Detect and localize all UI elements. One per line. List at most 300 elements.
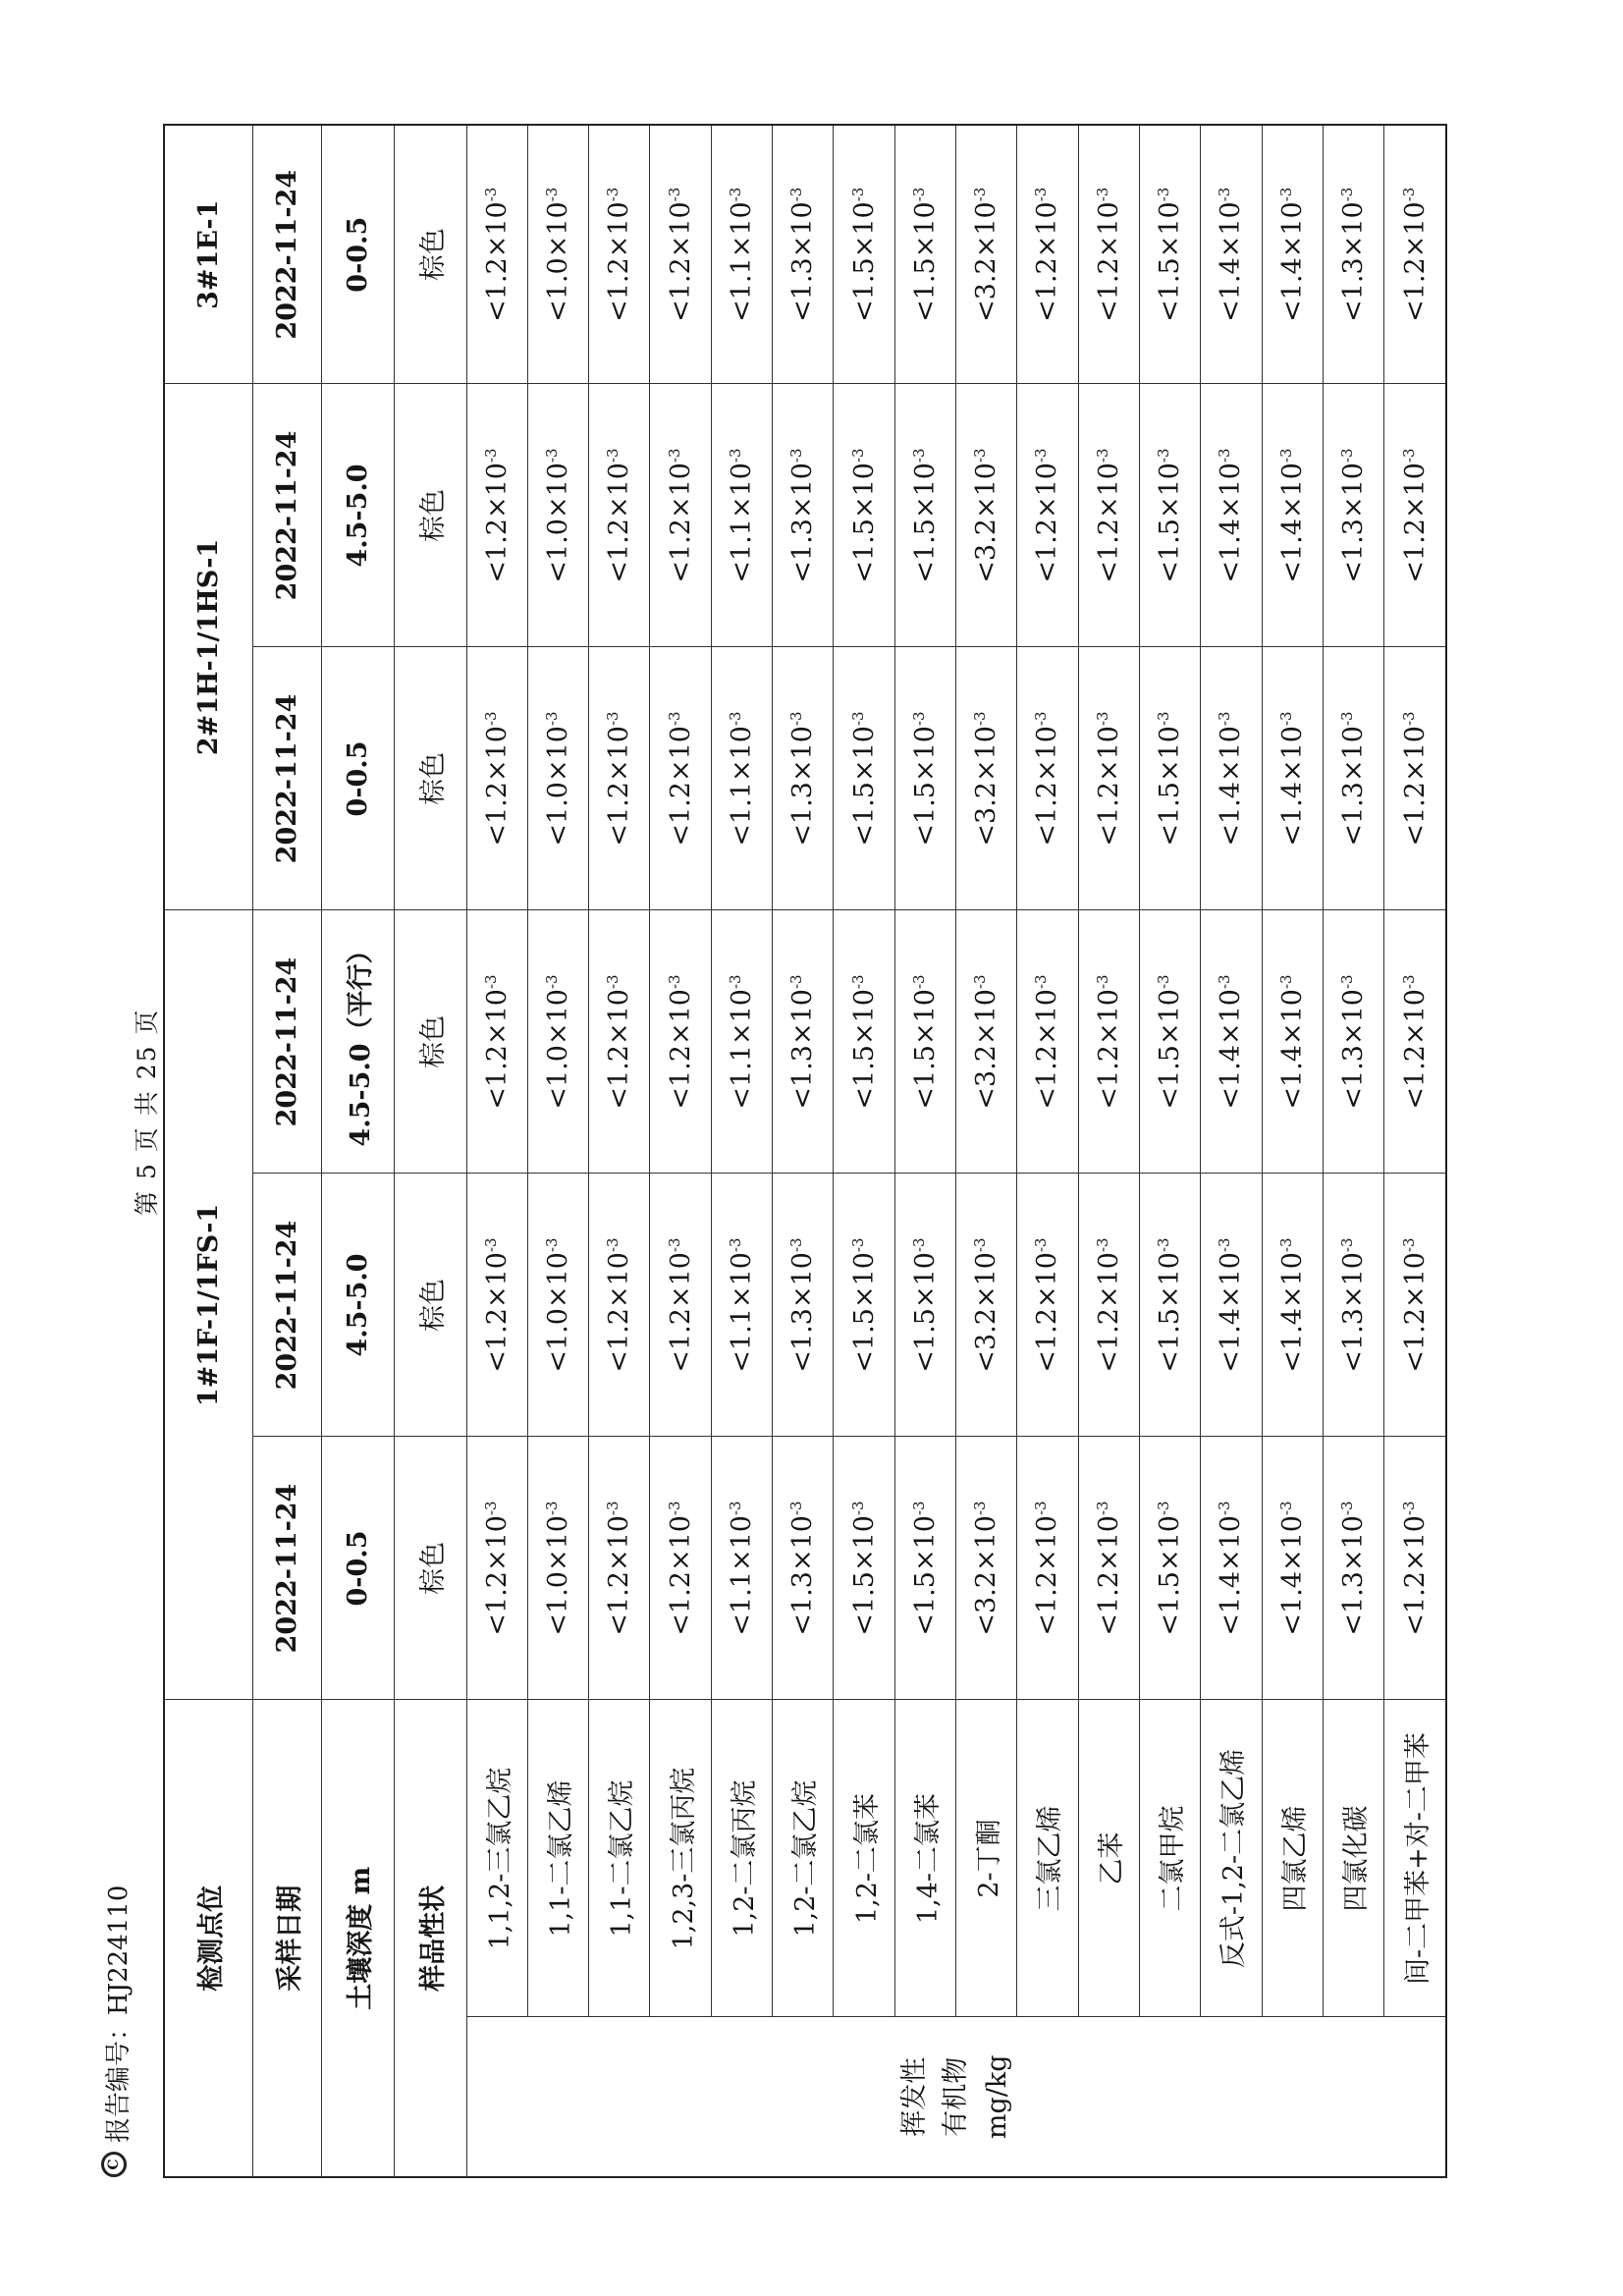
exponent: -3 — [481, 1501, 500, 1516]
times-ten: ×10 — [1276, 463, 1308, 519]
page-indicator: 第 5 页 共 25 页 — [133, 1008, 161, 1216]
exponent: -3 — [542, 1237, 561, 1253]
analyte-name: 1,4-二氯苯 — [894, 1700, 955, 2017]
exponent: -3 — [1276, 1237, 1295, 1253]
result-value: <1.2 — [481, 519, 513, 583]
times-ten: ×10 — [1276, 201, 1308, 258]
exponent: -3 — [1276, 711, 1295, 727]
times-ten: ×10 — [909, 726, 941, 783]
result-cell — [1017, 384, 1078, 647]
times-ten: ×10 — [787, 201, 819, 258]
exponent: -3 — [665, 1501, 683, 1516]
times-ten: ×10 — [1338, 463, 1370, 519]
result-value: <1.2 — [1399, 257, 1431, 322]
times-ten: ×10 — [1093, 1515, 1124, 1572]
table-row — [894, 125, 955, 2177]
result-value: <1.5 — [1155, 1571, 1186, 1636]
times-ten: ×10 — [971, 1515, 1002, 1572]
times-ten: ×10 — [481, 726, 513, 783]
sample-depth: 4.5-5.0 — [321, 1174, 394, 1437]
result-cell — [894, 647, 955, 910]
result-value: <1.5 — [848, 1045, 880, 1110]
times-ten: ×10 — [665, 726, 696, 783]
sample-depth: 4.5-5.0（平行） — [321, 910, 394, 1174]
result-value: <1.4 — [1216, 257, 1247, 322]
times-ten: ×10 — [1093, 989, 1124, 1046]
times-ten: ×10 — [1155, 726, 1186, 783]
result-value: <1.5 — [848, 519, 880, 583]
result-cell — [1078, 647, 1139, 910]
result-value: <1.5 — [909, 782, 941, 847]
location-label: 检测点位 — [164, 1700, 252, 2177]
times-ten: ×10 — [909, 1252, 941, 1309]
result-cell — [527, 1437, 588, 1700]
result-value: <1.5 — [1155, 782, 1186, 847]
result-cell — [1262, 910, 1323, 1174]
exponent: -3 — [1399, 448, 1418, 464]
times-ten: ×10 — [1032, 201, 1063, 258]
table-row — [834, 125, 894, 2177]
exponent: -3 — [909, 187, 928, 202]
result-value: <1.2 — [1093, 519, 1124, 583]
date-row — [252, 125, 321, 2177]
result-cell — [1017, 910, 1078, 1174]
exponent: -3 — [787, 187, 806, 202]
exponent: -3 — [848, 187, 867, 202]
times-ten: ×10 — [726, 463, 757, 519]
exponent: -3 — [1399, 711, 1418, 727]
company-logo-icon: C — [101, 2152, 127, 2177]
category-line: mg/kg — [981, 2054, 1012, 2140]
result-cell — [1201, 1437, 1262, 1700]
result-cell — [650, 647, 711, 910]
result-cell — [1262, 1437, 1323, 1700]
result-value: <1.1 — [726, 1571, 757, 1636]
table-row — [1262, 125, 1323, 2177]
result-cell — [589, 910, 650, 1174]
times-ten: ×10 — [604, 463, 635, 519]
result-value: <3.2 — [971, 1571, 1002, 1636]
trait-row — [394, 125, 466, 2177]
result-cell — [894, 1174, 955, 1437]
result-value: <1.4 — [1216, 1308, 1247, 1373]
exponent: -3 — [604, 711, 622, 727]
result-value: <1.3 — [787, 1571, 819, 1636]
result-cell — [1078, 1437, 1139, 1700]
exponent: -3 — [1216, 1501, 1234, 1516]
times-ten: ×10 — [909, 463, 941, 519]
result-cell — [466, 125, 527, 384]
result-cell — [894, 125, 955, 384]
sample-trait: 棕色 — [394, 384, 466, 647]
exponent: -3 — [1155, 974, 1173, 990]
exponent: -3 — [481, 974, 500, 990]
group-2-header: 2#1H-1/1HS-1 — [164, 384, 252, 910]
exponent: -3 — [1399, 1501, 1418, 1516]
analyte-name: 三氯乙烯 — [1017, 1700, 1078, 2017]
result-value: <3.2 — [971, 782, 1002, 847]
exponent: -3 — [665, 711, 683, 727]
result-cell — [1384, 1437, 1446, 1700]
table-row — [956, 125, 1017, 2177]
exponent: -3 — [1276, 974, 1295, 990]
result-value: <1.1 — [726, 1045, 757, 1110]
result-value: <1.4 — [1276, 1571, 1308, 1636]
times-ten: ×10 — [1093, 201, 1124, 258]
result-value: <1.2 — [604, 1308, 635, 1373]
analyte-name: 1,2-二氯丙烷 — [711, 1700, 772, 2017]
result-value: <1.2 — [1093, 1308, 1124, 1373]
result-cell — [773, 647, 834, 910]
exponent: -3 — [787, 1237, 806, 1253]
result-value: <1.2 — [665, 257, 696, 322]
result-cell — [527, 1174, 588, 1437]
times-ten: ×10 — [971, 989, 1002, 1046]
exponent: -3 — [848, 1237, 867, 1253]
result-value: <1.0 — [542, 1571, 573, 1636]
exponent: -3 — [971, 1237, 990, 1253]
exponent: -3 — [1399, 187, 1418, 202]
result-value: <1.2 — [1399, 519, 1431, 583]
exponent: -3 — [1093, 1237, 1111, 1253]
result-cell — [466, 910, 527, 1174]
exponent: -3 — [971, 974, 990, 990]
times-ten: ×10 — [1338, 989, 1370, 1046]
result-cell — [1017, 1437, 1078, 1700]
times-ten: ×10 — [1216, 201, 1247, 258]
exponent: -3 — [1155, 711, 1173, 727]
result-value: <1.5 — [848, 782, 880, 847]
result-cell — [527, 647, 588, 910]
result-value: <1.5 — [909, 1045, 941, 1110]
result-cell — [956, 1174, 1017, 1437]
times-ten: ×10 — [1032, 1515, 1063, 1572]
exponent: -3 — [481, 448, 500, 464]
sample-trait: 棕色 — [394, 125, 466, 384]
sample-trait: 棕色 — [394, 647, 466, 910]
times-ten: ×10 — [1338, 726, 1370, 783]
result-value: <1.2 — [1093, 1571, 1124, 1636]
result-value: <1.2 — [1032, 1308, 1063, 1373]
analyte-name: 1,1,2-三氯乙烷 — [466, 1700, 527, 2017]
times-ten: ×10 — [971, 726, 1002, 783]
analyte-name: 1,1-二氯乙烷 — [589, 1700, 650, 2017]
times-ten: ×10 — [848, 1515, 880, 1572]
result-cell — [1201, 647, 1262, 910]
result-cell — [1017, 647, 1078, 910]
result-value: <1.2 — [665, 782, 696, 847]
result-cell — [1262, 384, 1323, 647]
category-line: 有机物 — [940, 2056, 971, 2137]
times-ten: ×10 — [1032, 463, 1063, 519]
times-ten: ×10 — [1399, 463, 1431, 519]
exponent: -3 — [1032, 1501, 1051, 1516]
result-value: <1.3 — [1338, 1571, 1370, 1636]
result-cell — [773, 384, 834, 647]
sample-date: 2022-11-24 — [252, 125, 321, 384]
exponent: -3 — [481, 1237, 500, 1253]
result-value: <1.5 — [848, 257, 880, 322]
report-number-value: HJ224110 — [104, 1885, 134, 2015]
result-value: <1.2 — [604, 519, 635, 583]
category-cell — [466, 2017, 1446, 2177]
times-ten: ×10 — [481, 201, 513, 258]
exponent: -3 — [848, 448, 867, 464]
times-ten: ×10 — [481, 1252, 513, 1309]
result-value: <1.1 — [726, 519, 757, 583]
result-value: <1.5 — [848, 1308, 880, 1373]
result-value: <1.2 — [665, 519, 696, 583]
result-cell — [1323, 1174, 1383, 1437]
exponent: -3 — [1399, 974, 1418, 990]
result-value: <1.2 — [481, 257, 513, 322]
result-value: <1.2 — [1399, 1571, 1431, 1636]
times-ten: ×10 — [1216, 463, 1247, 519]
analyte-name: 2-丁酮 — [956, 1700, 1017, 2017]
times-ten: ×10 — [1276, 726, 1308, 783]
result-value: <1.2 — [1093, 782, 1124, 847]
depth-row — [321, 125, 394, 2177]
result-value: <1.5 — [909, 519, 941, 583]
times-ten: ×10 — [1276, 989, 1308, 1046]
times-ten: ×10 — [1093, 463, 1124, 519]
result-cell — [894, 1437, 955, 1700]
result-cell — [1078, 384, 1139, 647]
analyte-name: 四氯乙烯 — [1262, 1700, 1323, 2017]
exponent: -3 — [971, 187, 990, 202]
exponent: -3 — [787, 974, 806, 990]
times-ten: ×10 — [1216, 1252, 1247, 1309]
times-ten: ×10 — [726, 1252, 757, 1309]
result-value: <1.1 — [726, 782, 757, 847]
times-ten: ×10 — [481, 1515, 513, 1572]
result-cell — [834, 647, 894, 910]
result-cell — [773, 910, 834, 1174]
times-ten: ×10 — [848, 726, 880, 783]
times-ten: ×10 — [665, 201, 696, 258]
exponent: -3 — [909, 1501, 928, 1516]
table-row — [527, 125, 588, 2177]
times-ten: ×10 — [787, 1515, 819, 1572]
result-value: <1.3 — [1338, 1308, 1370, 1373]
exponent: -3 — [1155, 1501, 1173, 1516]
sample-trait: 棕色 — [394, 1174, 466, 1437]
times-ten: ×10 — [1338, 201, 1370, 258]
result-value: <1.3 — [787, 519, 819, 583]
times-ten: ×10 — [604, 201, 635, 258]
exponent: -3 — [1276, 448, 1295, 464]
exponent: -3 — [542, 711, 561, 727]
sample-depth: 0-0.5 — [321, 1437, 394, 1700]
result-value: <1.3 — [1338, 782, 1370, 847]
result-value: <1.3 — [787, 1308, 819, 1373]
times-ten: ×10 — [909, 201, 941, 258]
table-row — [650, 125, 711, 2177]
times-ten: ×10 — [1216, 1515, 1247, 1572]
exponent: -3 — [787, 711, 806, 727]
result-cell — [466, 1174, 527, 1437]
exponent: -3 — [726, 187, 744, 202]
table-row — [466, 125, 527, 2177]
result-cell — [589, 125, 650, 384]
result-value: <1.2 — [1032, 1571, 1063, 1636]
result-cell — [1139, 647, 1200, 910]
exponent: -3 — [1155, 187, 1173, 202]
times-ten: ×10 — [1032, 1252, 1063, 1309]
times-ten: ×10 — [1276, 1515, 1308, 1572]
exponent: -3 — [1093, 448, 1111, 464]
exponent: -3 — [1155, 448, 1173, 464]
times-ten: ×10 — [1399, 989, 1431, 1046]
times-ten: ×10 — [542, 1515, 573, 1572]
result-cell — [650, 1174, 711, 1437]
result-cell — [1139, 384, 1200, 647]
times-ten: ×10 — [1155, 201, 1186, 258]
result-value: <1.5 — [848, 1571, 880, 1636]
analyte-name: 1,1-二氯乙烯 — [527, 1700, 588, 2017]
result-cell — [711, 1437, 772, 1700]
table-row — [773, 125, 834, 2177]
result-cell — [1323, 647, 1383, 910]
analyte-name: 间-二甲苯+对-二甲苯 — [1384, 1700, 1446, 2017]
times-ten: ×10 — [542, 989, 573, 1046]
table-row — [1201, 125, 1262, 2177]
times-ten: ×10 — [604, 1515, 635, 1572]
result-value: <3.2 — [971, 1308, 1002, 1373]
result-cell — [466, 384, 527, 647]
exponent: -3 — [1155, 1237, 1173, 1253]
result-value: <1.2 — [481, 1045, 513, 1110]
times-ten: ×10 — [848, 1252, 880, 1309]
analyte-name: 1,2-二氯苯 — [834, 1700, 894, 2017]
result-value: <1.4 — [1216, 519, 1247, 583]
result-cell — [956, 1437, 1017, 1700]
sample-date: 2022-11-24 — [252, 647, 321, 910]
result-value: <1.2 — [665, 1308, 696, 1373]
times-ten: ×10 — [787, 1252, 819, 1309]
sample-depth: 4.5-5.0 — [321, 384, 394, 647]
result-value: <1.5 — [1155, 1045, 1186, 1110]
result-cell — [834, 384, 894, 647]
times-ten: ×10 — [1155, 989, 1186, 1046]
result-cell — [589, 1437, 650, 1700]
exponent: -3 — [1276, 187, 1295, 202]
result-cell — [1078, 910, 1139, 1174]
table-row — [589, 125, 650, 2177]
exponent: -3 — [1399, 1237, 1418, 1253]
times-ten: ×10 — [665, 1252, 696, 1309]
table-row — [1384, 125, 1446, 2177]
result-cell — [1201, 384, 1262, 647]
result-cell — [894, 910, 955, 1174]
times-ten: ×10 — [1216, 726, 1247, 783]
result-cell — [1201, 910, 1262, 1174]
times-ten: ×10 — [971, 201, 1002, 258]
exponent: -3 — [1216, 187, 1234, 202]
result-cell — [1078, 1174, 1139, 1437]
result-value: <1.2 — [1399, 1308, 1431, 1373]
result-value: <1.5 — [1155, 519, 1186, 583]
times-ten: ×10 — [1399, 726, 1431, 783]
exponent: -3 — [726, 711, 744, 727]
times-ten: ×10 — [665, 463, 696, 519]
result-value: <1.2 — [481, 782, 513, 847]
exponent: -3 — [1338, 711, 1357, 727]
result-value: <1.2 — [1093, 1045, 1124, 1110]
exponent: -3 — [1338, 187, 1357, 202]
exponent: -3 — [665, 1237, 683, 1253]
result-cell — [650, 125, 711, 384]
result-cell — [773, 1174, 834, 1437]
result-cell — [711, 910, 772, 1174]
times-ten: ×10 — [481, 989, 513, 1046]
exponent: -3 — [1276, 1501, 1295, 1516]
times-ten: ×10 — [1093, 1252, 1124, 1309]
sample-trait: 棕色 — [394, 1437, 466, 1700]
result-cell — [1384, 910, 1446, 1174]
group-3-header: 3#1E-1 — [164, 125, 252, 384]
result-value: <1.2 — [481, 1571, 513, 1636]
times-ten: ×10 — [1155, 1515, 1186, 1572]
times-ten: ×10 — [665, 989, 696, 1046]
times-ten: ×10 — [787, 726, 819, 783]
result-cell — [834, 1174, 894, 1437]
exponent: -3 — [1093, 1501, 1111, 1516]
table-row — [1139, 125, 1200, 2177]
result-cell — [650, 384, 711, 647]
result-value: <3.2 — [971, 519, 1002, 583]
exponent: -3 — [971, 448, 990, 464]
sample-depth: 0-0.5 — [321, 647, 394, 910]
times-ten: ×10 — [1093, 726, 1124, 783]
exponent: -3 — [1093, 711, 1111, 727]
times-ten: ×10 — [726, 201, 757, 258]
result-cell — [1384, 647, 1446, 910]
data-table — [163, 124, 1447, 2178]
times-ten: ×10 — [604, 989, 635, 1046]
table-row — [1078, 125, 1139, 2177]
result-value: <1.1 — [726, 257, 757, 322]
times-ten: ×10 — [726, 1515, 757, 1572]
sample-date: 2022-11-24 — [252, 384, 321, 647]
table-row — [1017, 125, 1078, 2177]
analyte-name: 四氯化碳 — [1323, 1700, 1383, 2017]
result-value: <1.3 — [1338, 257, 1370, 322]
result-value: <1.4 — [1276, 782, 1308, 847]
result-cell — [1139, 125, 1200, 384]
result-cell — [834, 125, 894, 384]
result-value: <1.4 — [1216, 1045, 1247, 1110]
exponent: -3 — [665, 187, 683, 202]
exponent: -3 — [604, 1237, 622, 1253]
result-value: <1.2 — [604, 1045, 635, 1110]
times-ten: ×10 — [848, 463, 880, 519]
table-row — [711, 125, 772, 2177]
result-cell — [1323, 910, 1383, 1174]
result-cell — [1323, 1437, 1383, 1700]
exponent: -3 — [787, 448, 806, 464]
result-cell — [1384, 125, 1446, 384]
exponent: -3 — [1338, 1237, 1357, 1253]
result-value: <1.5 — [909, 1571, 941, 1636]
exponent: -3 — [665, 448, 683, 464]
result-value: <1.5 — [909, 1308, 941, 1373]
result-cell — [834, 1437, 894, 1700]
result-value: <3.2 — [971, 257, 1002, 322]
result-value: <1.4 — [1276, 257, 1308, 322]
result-cell — [466, 1437, 527, 1700]
exponent: -3 — [1216, 711, 1234, 727]
